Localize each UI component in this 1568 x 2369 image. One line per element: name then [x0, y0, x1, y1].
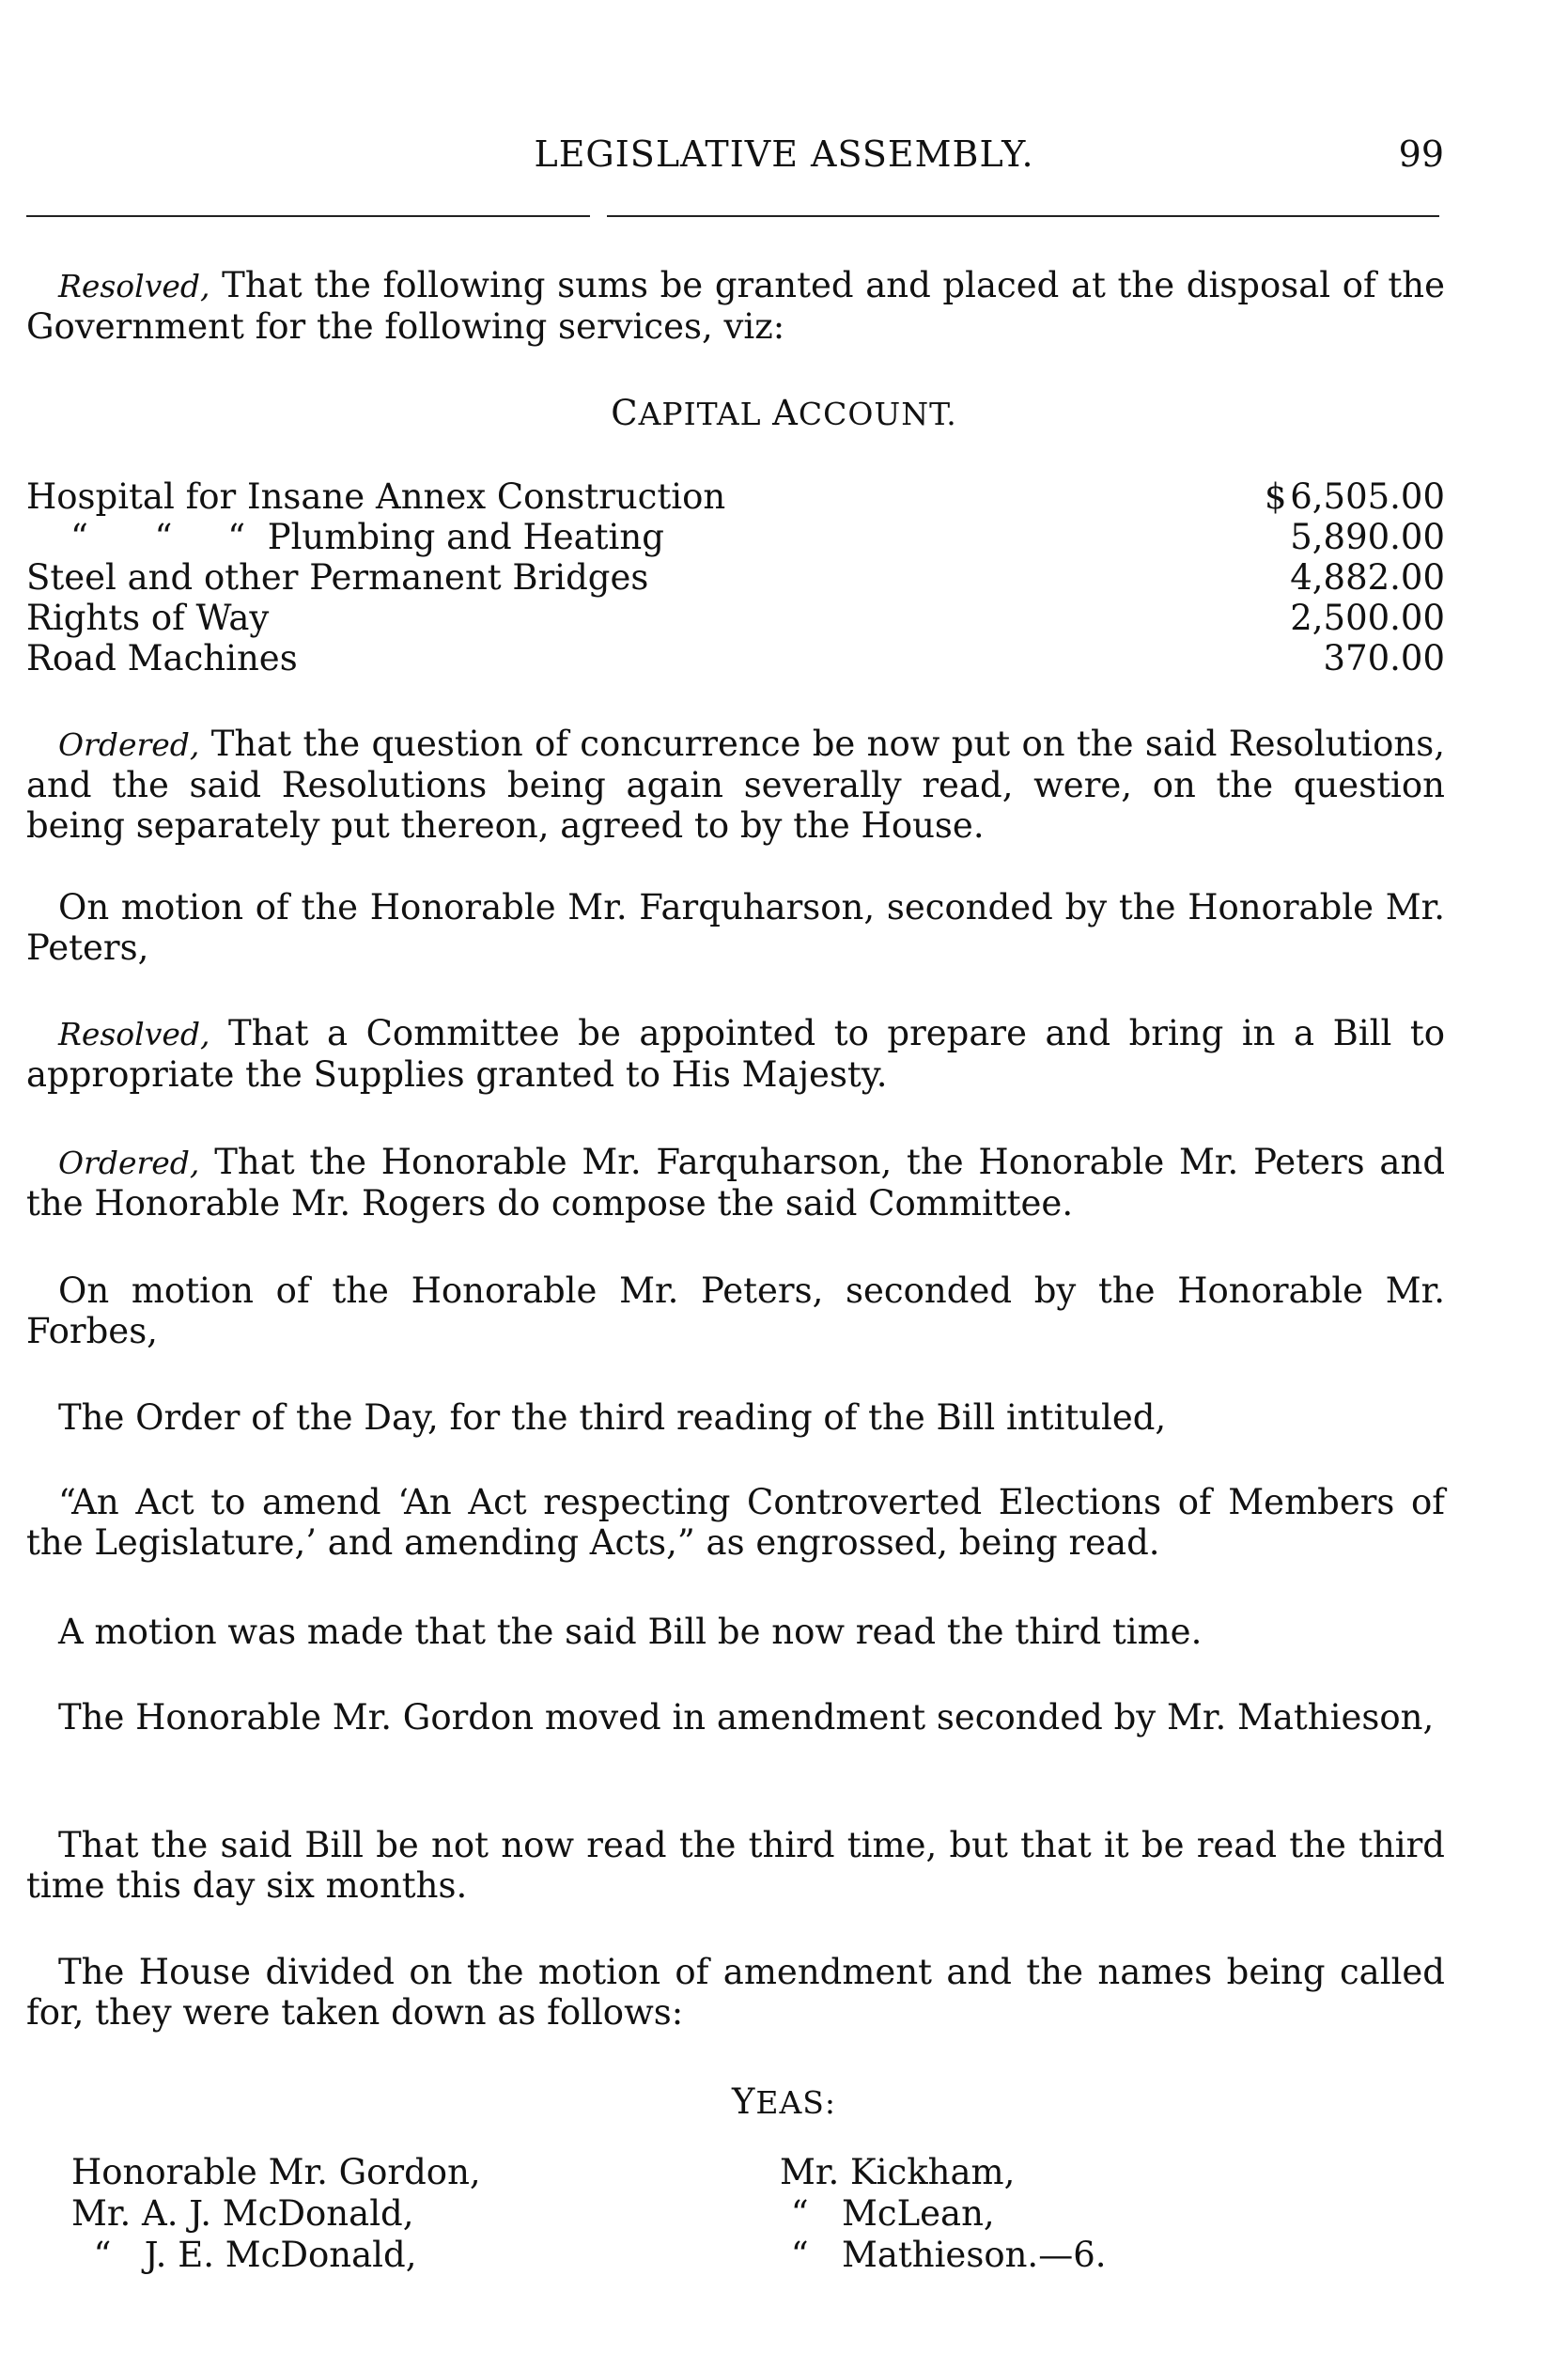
account-amount: 5,890.00: [1290, 517, 1445, 557]
running-header-title: LEGISLATIVE ASSEMBLY.: [534, 133, 1034, 175]
account-row: [26, 476, 1445, 517]
member-name: Mr. Kickham,: [780, 2152, 1016, 2192]
account-label: Rights of Way: [26, 598, 270, 638]
resolved-lead: Resolved,: [58, 1016, 210, 1052]
capital-account-heading: [0, 393, 1568, 433]
ordered-paragraph-2: [26, 1142, 1445, 1223]
ordered-lead: Ordered,: [58, 1145, 200, 1181]
yeas-names-left-column: [71, 2152, 481, 2276]
capital-account-table: [26, 476, 1445, 678]
account-row: [26, 517, 1445, 557]
ordered-lead: Ordered,: [58, 726, 200, 763]
resolution-intro-paragraph: [26, 265, 1445, 347]
yeas-heading: [0, 2081, 1568, 2122]
act-title-paragraph: “An Act to amend ‘An Act respecting Controverted Elections of Members of the Legislature,’ and amending Acts,” as engrossed, being read.: [26, 1482, 1445, 1563]
motion-paragraph-2: On motion of the Honorable Mr. Peters, seconded by the Honorable Mr. Forbes,: [26, 1270, 1445, 1351]
account-row: [26, 638, 1445, 678]
yeas-heading-initial: Y: [731, 2081, 756, 2122]
ordered-paragraph-1: [26, 724, 1445, 846]
account-label: Road Machines: [26, 638, 298, 678]
account-label: Steel and other Permanent Bridges: [26, 557, 649, 598]
heading-initial-c: C: [611, 393, 639, 433]
member-name: “ McLean,: [780, 2193, 995, 2234]
header-rule-right: [607, 215, 1439, 217]
header-rule-left: [26, 215, 590, 217]
third-reading-motion-paragraph: A motion was made that the said Bill be now read the third time.: [58, 1612, 1203, 1652]
resolved-text: That a Committee be appointed to prepare and bring in a Bill to appropriate the Supplies granted to His Majesty.: [26, 1013, 1445, 1095]
account-row: [26, 557, 1445, 598]
dollar-sign: $: [1265, 476, 1287, 517]
heading-part-1: APITAL: [638, 396, 773, 432]
amendment-text-paragraph: That the said Bill be not now read the third time, but that it be read the third time this day six months.: [26, 1825, 1445, 1906]
resolved-lead: Resolved,: [58, 268, 210, 304]
amendment-paragraph: The Honorable Mr. Gordon moved in amendment seconded by Mr. Mathieson,: [58, 1697, 1435, 1738]
account-amount: 2,500.00: [1290, 598, 1445, 638]
account-label: Hospital for Insane Annex Construction: [26, 476, 726, 517]
yeas-heading-rest: EAS:: [755, 2084, 837, 2121]
member-name: Honorable Mr. Gordon,: [71, 2152, 481, 2192]
account-row: [26, 598, 1445, 638]
page-number: 99: [1398, 133, 1444, 175]
division-paragraph: The House divided on the motion of amendment and the names being called for, they were taken down as follows:: [26, 1952, 1445, 2033]
motion-paragraph-1: On motion of the Honorable Mr. Farquharson, seconded by the Honorable Mr. Peters,: [26, 887, 1445, 968]
member-name: Mr. A. J. McDonald,: [71, 2193, 414, 2234]
account-label: “ “ “ Plumbing and Heating: [26, 517, 664, 557]
ordered-text: That the Honorable Mr. Farquharson, the Honorable Mr. Peters and the Honorable Mr. Rogers do compose the said Committee.: [26, 1142, 1445, 1223]
resolution-intro-text: That the following sums be granted and placed at the disposal of the Government for the following services, viz:: [26, 265, 1445, 347]
member-name: “ Mathieson.—6.: [780, 2235, 1107, 2275]
account-amount: 6,505.00: [1290, 476, 1445, 517]
account-amount: 370.00: [1323, 638, 1445, 678]
member-name: “ J. E. McDonald,: [71, 2235, 417, 2275]
resolved-paragraph-2: [26, 1013, 1445, 1095]
heading-initial-a: A: [772, 393, 799, 433]
order-of-day-paragraph: The Order of the Day, for the third reading of the Bill intituled,: [58, 1397, 1167, 1438]
heading-part-2: CCOUNT.: [798, 396, 957, 432]
ordered-text: That the question of concurrence be now put on the said Resolutions, and the said Resolutions being again severally read, were, on the question being separately put thereon, agreed to by the House.: [26, 724, 1445, 846]
account-amount: 4,882.00: [1290, 557, 1445, 598]
yeas-names-right-column: [780, 2152, 1107, 2276]
